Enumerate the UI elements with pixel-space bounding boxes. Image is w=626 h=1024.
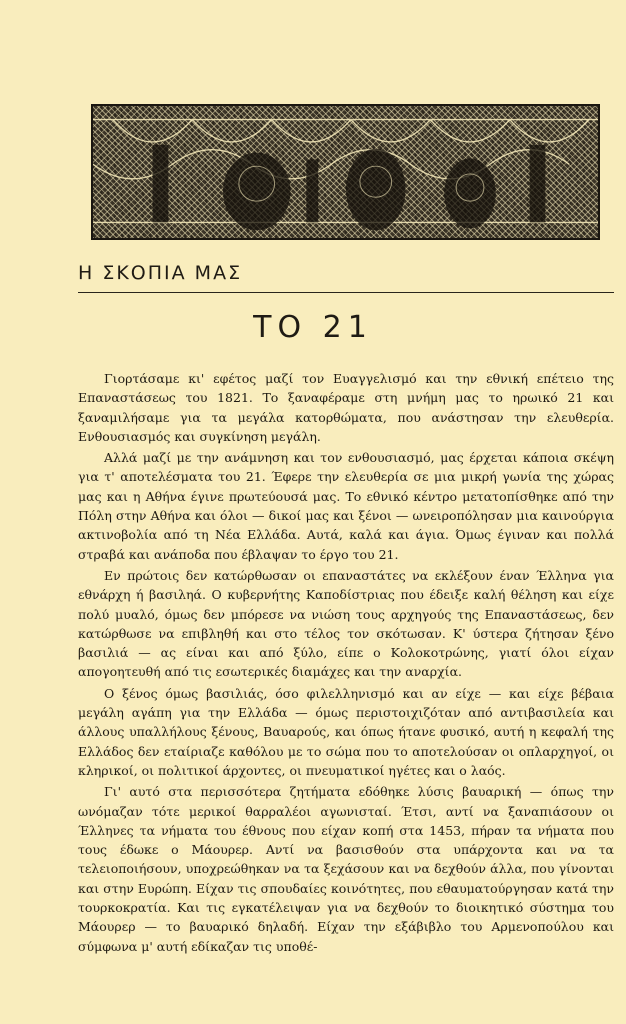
paragraph: Αλλά μαζί με την ανάμνηση και τον ενθουσιασμό, μας έρχεται κάποια σκέψη για τ' αποτελέσματα του 21. Έφερε την ελευθερία σε μια μικρή γωνία της χώρας μας και η Αθήνα έγινε πρωτεύουσά μας. Το εθνικό κέντρο μετατοπίσθηκε από την Πόλη στην Αθήνα και όλοι — δικοί μας και ξένοι — ωνειροπόλησαν μια καινούργια ακτινοβολία από τη Νέα Ελλάδα. Αυτά, καλά και άγια. Όμως έγιναν και πολλά στραβά και ανάποδα που έβλαψαν το έργο του 21. — [78, 450, 614, 562]
article-body — [78, 369, 614, 958]
paragraph: Ο ξένος όμως βασιλιάς, όσο φιλελληνισμό και αν είχε — και είχε βέβαια μεγάλη αγάπη για την Ελλάδα — όμως περιστοιχιζόταν από αντιβασιλεία και άλλους υπαλλήλους ξένους, Βαυαρούς, και όπως ήτανε φυσικό, αυτή η κεφαλή της Ελλάδος δεν εταίριαζε καθόλου με το σώμα που το αποτελούσαν οι οπλαρχηγοί, οι κληρικοί, οι πολιτικοί άρχοντες, οι πνευματικοί ηγέτες και ο λαός. — [78, 685, 614, 778]
paragraph: Εν πρώτοις δεν κατώρθωσαν οι επαναστάτες να εκλέξουν έναν Έλληνα για εθνάρχη ή βασιληά. Ο κυβερνήτης Καποδίστριας που έδειξε καλή θέληση και είχε πολύ μυαλό, όμως δεν μπόρεσε να νιώση τους αρχηγούς της Επαναστάσεως, δεν κατώρθωσε να επιβληθή και στο τέλος τον σκότωσαν. Κ' ύστερα ζήτησαν ξένο βασιλιά — ας είναι και από ξύλο, είπε ο Κολοκοτρώνης, γιατί όλοι είχαν απογοητευθή από τις εσωτερικές διαμάχες και την αναρχία. — [78, 567, 614, 680]
paragraph: Γι' αυτό στα περισσότερα ζητήματα εδόθηκε λύσις βαυαρική — όπως την ωνόμαζαν τότε μερικοί θαρραλέοι αγωνισταί. Έτσι, αντί να ξαναπιάσουν οι Έλληνες τα νήματα του έθνους που είχαν κοπή στα 1453, πήραν τα νήματα που τους έδωκε ο Μάουρερ. Αντί να βασισθούν στα υπάρχοντα και να τα τελειοποιήσουν, υποχρεώθηκαν να τα ξεχάσουν και να δεχθούν άλλα, που γίνονται και στην Ευρώπη. Είχαν τις σπουδαίες κοινότητες, που εθαυματούργησαν κατά την τουρκοκρατία. Και τις εγκατέλειψαν για να δεχθούν το διοικητικό σύστημα του Μάουρερ — το βαυαρικό δηλαδή. Είχαν την εξάβιβλο του Αρμενοπούλου και σύμφωνα μ' αυτή εδίκαζαν τις υποθέ- — [78, 784, 614, 954]
engraved-banner-image — [91, 104, 600, 240]
section-heading: Η ΣΚΟΠΙΑ ΜΑΣ — [78, 262, 243, 284]
ornament-icon — [93, 106, 598, 238]
heading-rule — [78, 292, 614, 293]
paragraph: Γιορτάσαμε κι' εφέτος μαζί τον Ευαγγελισμό και την εθνική επέτειο της Επαναστάσεως του 1821. Το ξαναφέραμε στη μνήμη μας το ηρωικό 21 και ξαναμιλήσαμε για τα μεγάλα κατορθώματα, που ανάστησαν την ελευθερία. Ενθουσιασμός και συγκίνηση μεγάλη. — [78, 371, 614, 444]
article-title: ΤΟ 21 — [253, 310, 373, 345]
